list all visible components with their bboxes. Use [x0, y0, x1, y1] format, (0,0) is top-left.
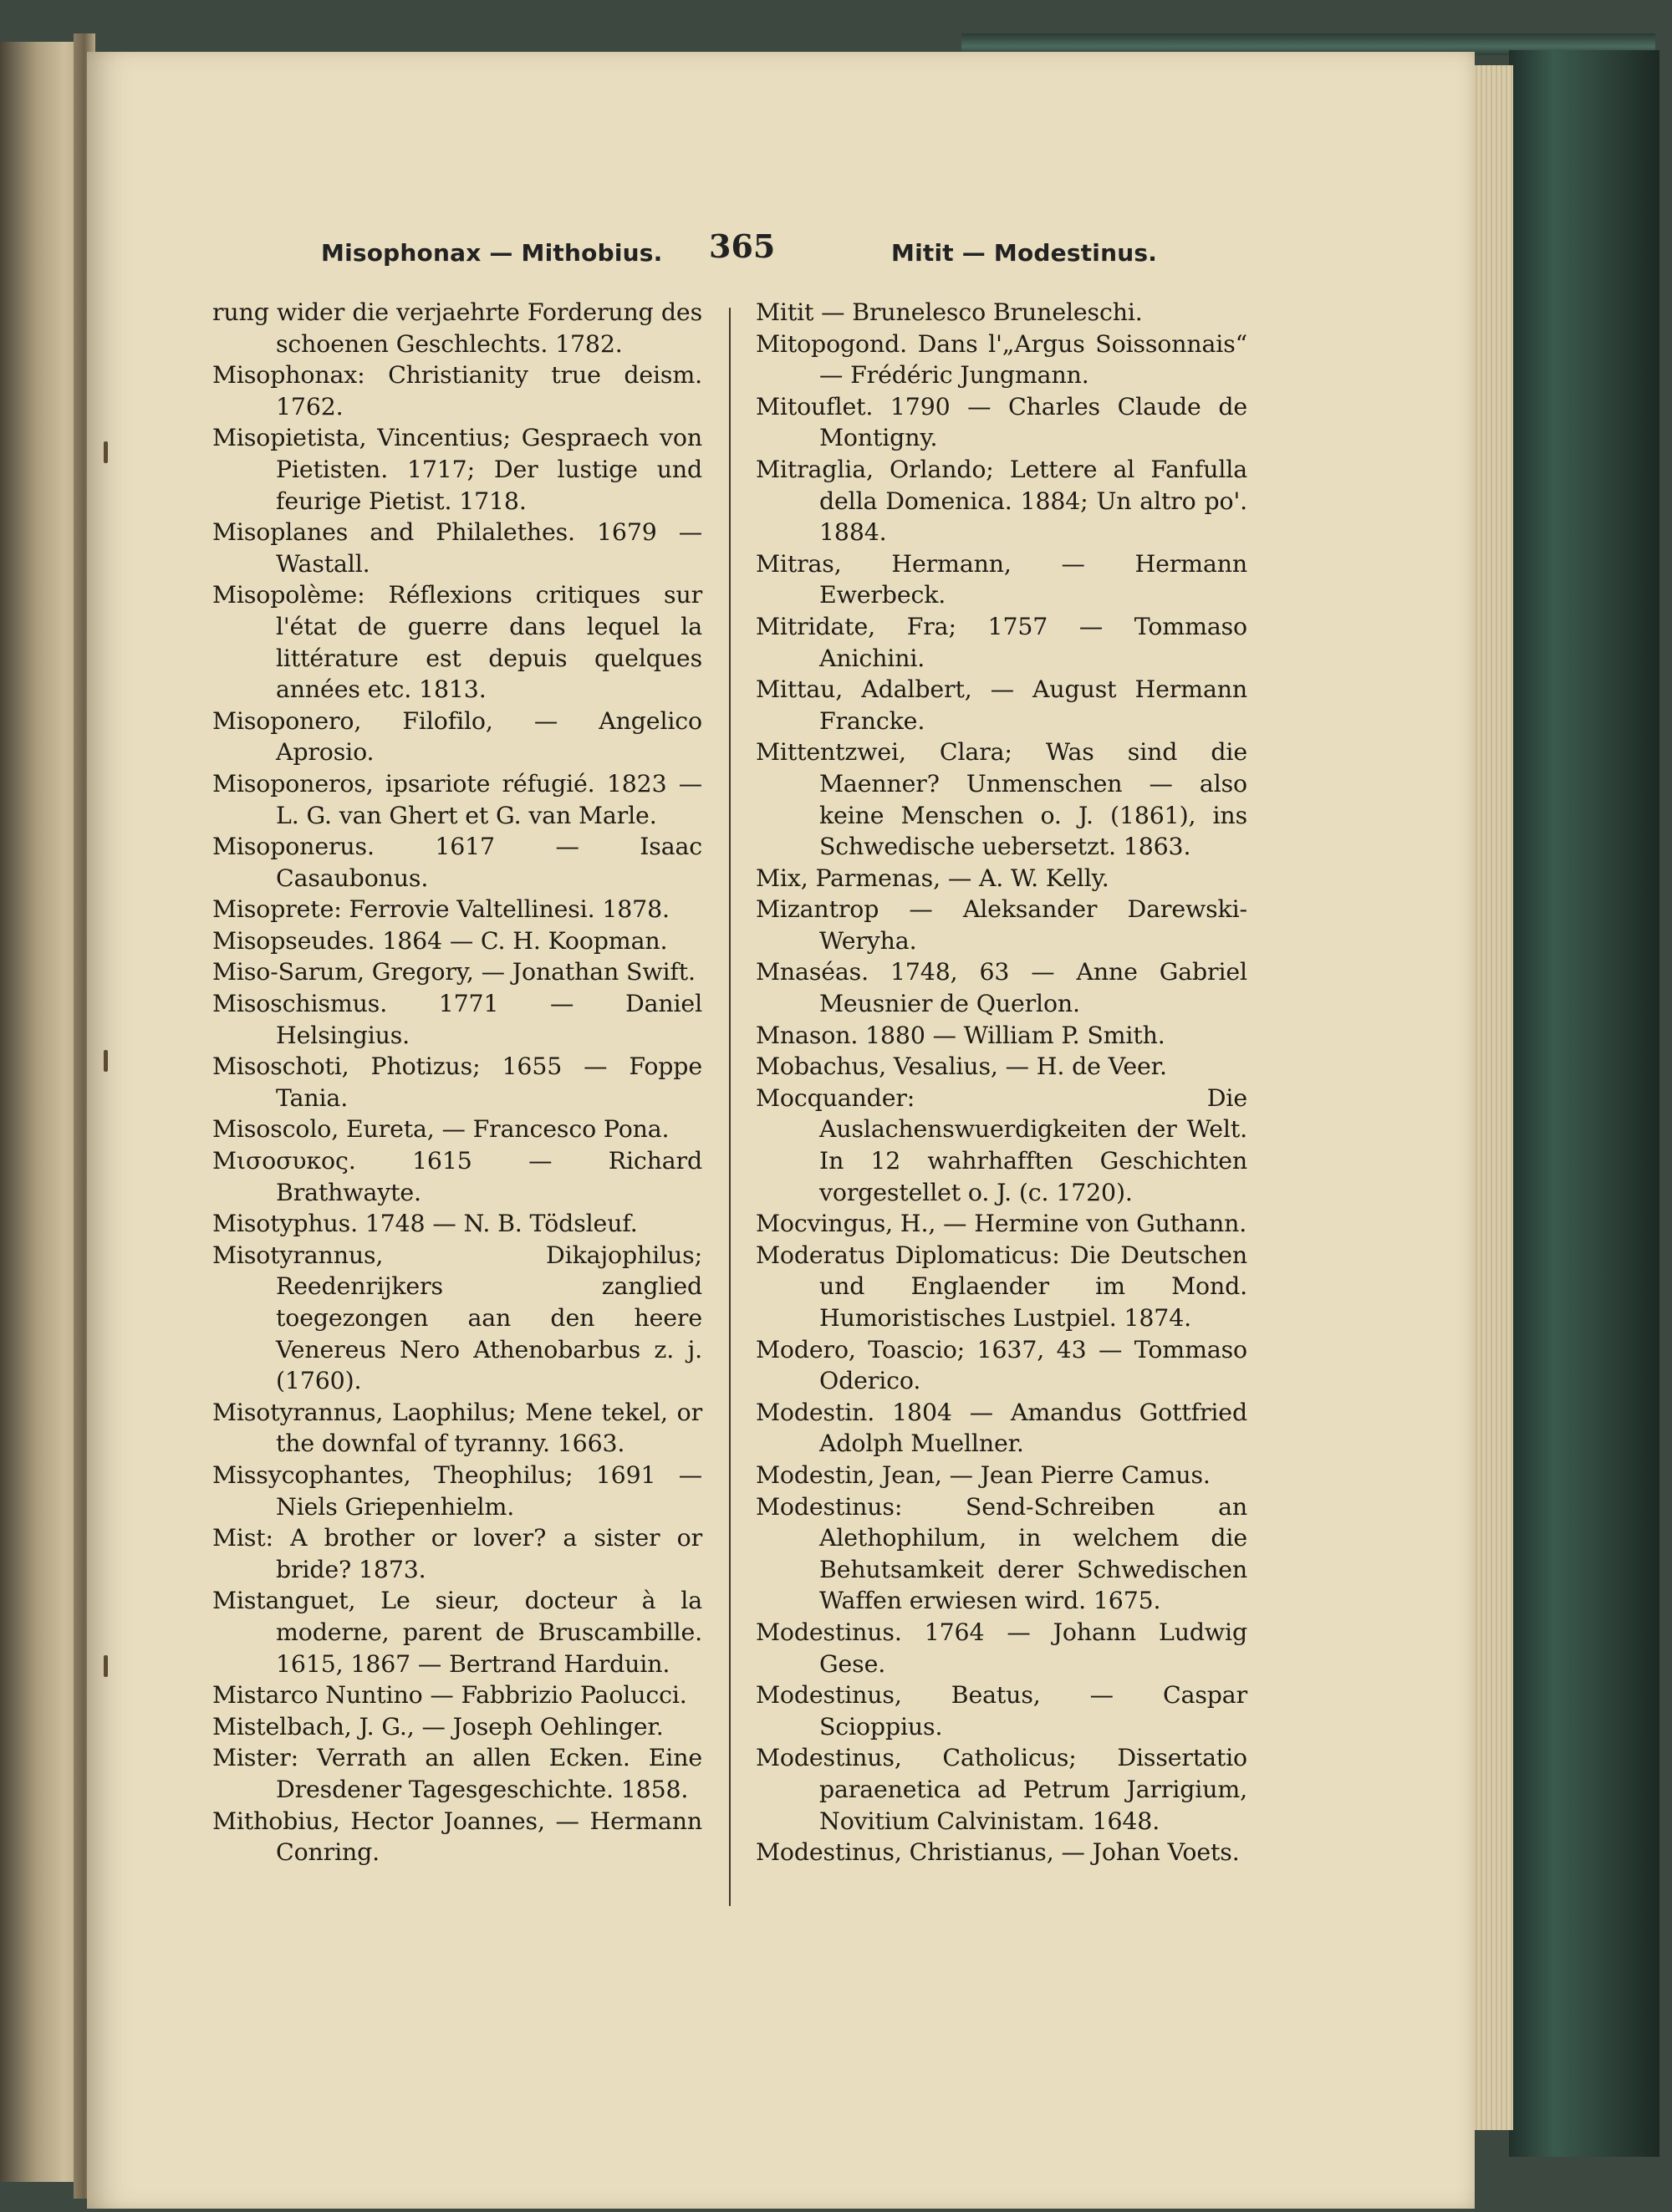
entry: Misoschismus. 1771 — Daniel Helsingius.: [212, 990, 702, 1049]
entry: Mistarco Nuntino — Fabbrizio Paolucci.: [212, 1681, 687, 1710]
entry: Misotyrannus, Laophilus; Mene tekel, or the downfal of tyranny. 1663.: [212, 1398, 702, 1458]
entry: Missycophantes, Theophilus; 1691 — Niels Griepenhielm.: [212, 1460, 702, 1521]
entry: rung wider die verjaehrte Forderung des schoenen Geschlechts. 1782.: [212, 298, 702, 358]
entry: Modestinus, Christianus, — Johan Voets.: [756, 1838, 1240, 1867]
entry: Misoponero, Filofilo, — Angelico Aprosio.: [212, 706, 702, 767]
page-number: 365: [709, 227, 776, 265]
entry: Modestinus, Catholicus; Dissertatio paraenetica ad Petrum Jarrigium, Novitium Calvinistam. 1648.: [756, 1744, 1247, 1835]
entry: Modestinus: Send-Schreiben an Alethophilum, in welchem die Behutsamkeit derer Schwedischen Waffen erwiesen wird. 1675.: [756, 1492, 1247, 1615]
entry: Mitopogond. Dans l'„Argus Soissonnais“ — Frédéric Jungmann.: [756, 329, 1247, 390]
entry: Mizantrop — Aleksander Darewski-Weryha.: [756, 895, 1247, 955]
entry: Mithobius, Hector Joannes, — Hermann Conring.: [212, 1807, 702, 1867]
margin-mark: [104, 1655, 108, 1677]
entry: Misoponerus. 1617 — Isaac Casaubonus.: [212, 833, 702, 892]
book-cover: [1509, 50, 1659, 2157]
entry: Mittau, Adalbert, — August Hermann Francke.: [756, 675, 1247, 735]
entry: Misoscolo, Eureta, — Francesco Pona.: [212, 1115, 670, 1144]
entry: Mist: A brother or lover? a sister or bride? 1873.: [212, 1524, 702, 1583]
entry: Misotyrannus, Dikajophilus; Reedenrijkers zanglied toegezongen aan den heere Venereus Nero Athenobarbus z. j. (1760).: [212, 1241, 702, 1395]
entry: Mitraglia, Orlando; Lettere al Fanfulla della Domenica. 1884; Un altro po'. 1884.: [756, 455, 1247, 547]
entry: Misoplanes and Philalethes. 1679 — Wastall.: [212, 518, 702, 578]
entry: Misoprete: Ferrovie Valtellinesi. 1878.: [212, 895, 670, 924]
entry: Miso-Sarum, Gregory, — Jonathan Swift.: [212, 958, 696, 986]
margin-mark: [104, 441, 108, 463]
margin-mark: [104, 1050, 108, 1072]
entry: Moderatus Diplomaticus: Die Deutschen und Englaender im Mond. Humoristisches Lustpiel. 1874.: [756, 1241, 1247, 1332]
entry: Misophonax: Christianity true deism. 1762.: [212, 361, 702, 420]
right-running-head: Mitit — Modestinus.: [891, 239, 1158, 267]
column-divider: [729, 308, 731, 1906]
entry: Modestinus, Beatus, — Caspar Scioppius.: [756, 1681, 1247, 1741]
left-running-head: Misophonax — Mithobius.: [321, 239, 663, 267]
entry: Mitit — Brunelesco Bruneleschi.: [756, 298, 1143, 326]
entry: Mistelbach, J. G., — Joseph Oehlinger.: [212, 1712, 664, 1741]
entry: Mocvingus, H., — Hermine von Guthann.: [756, 1210, 1247, 1238]
right-entry-column: [756, 297, 1247, 1868]
entry: Misotyphus. 1748 — N. B. Tödsleuf.: [212, 1210, 638, 1238]
entry: Mitras, Hermann, — Hermann Ewerbeck.: [756, 549, 1247, 609]
entry: Misoponeros, ipsariote réfugié. 1823 — L. G. van Ghert et G. van Marle.: [212, 769, 702, 829]
entry: Mobachus, Vesalius, — H. de Veer.: [756, 1052, 1167, 1081]
entry: Misoschoti, Photizus; 1655 — Foppe Tania.: [212, 1052, 702, 1112]
entry: Misopolème: Réflexions critiques sur l'état de guerre dans lequel la littérature est depuis quelques années etc. 1813.: [212, 581, 702, 704]
entry: Misopseudes. 1864 — C. H. Koopman.: [212, 926, 668, 955]
entry: Mitridate, Fra; 1757 — Tommaso Anichini.: [756, 612, 1247, 672]
facing-page-edge: [0, 42, 80, 2182]
entry: Modero, Toascio; 1637, 43 — Tommaso Oderico.: [756, 1335, 1247, 1395]
entry: Misopietista, Vincentius; Gespraech von Pietisten. 1717; Der lustige und feurige Pietist. 1718.: [212, 424, 702, 515]
entry: Mister: Verrath an allen Ecken. Eine Dresdener Tagesgeschichte. 1858.: [212, 1744, 702, 1803]
entry: Μισοσυκος. 1615 — Richard Brathwayte.: [212, 1147, 702, 1206]
entry: Mnaséas. 1748, 63 — Anne Gabriel Meusnier de Querlon.: [756, 958, 1247, 1018]
left-entry-column: [212, 297, 702, 1868]
entry: Mnason. 1880 — William P. Smith.: [756, 1021, 1165, 1049]
entry: Mocquander: Die Auslachenswuerdigkeiten der Welt. In 12 wahrhafften Geschichten vorgestellet o. J. (c. 1720).: [756, 1083, 1247, 1206]
entry: Modestin, Jean, — Jean Pierre Camus.: [756, 1460, 1211, 1489]
entry: Modestin. 1804 — Amandus Gottfried Adolph Muellner.: [756, 1398, 1247, 1458]
entry: Mittentzwei, Clara; Was sind die Maenner? Unmenschen — also keine Menschen o. J. (1861), ins Schwedische uebersetzt. 1863.: [756, 738, 1247, 861]
entry: Modestinus. 1764 — Johann Ludwig Gese.: [756, 1618, 1247, 1678]
entry: Mix, Parmenas, — A. W. Kelly.: [756, 864, 1109, 892]
entry: Mistanguet, Le sieur, docteur à la moderne, parent de Bruscambille. 1615, 1867 — Bertrand Harduin.: [212, 1587, 702, 1678]
entry: Mitouflet. 1790 — Charles Claude de Montigny.: [756, 392, 1247, 452]
